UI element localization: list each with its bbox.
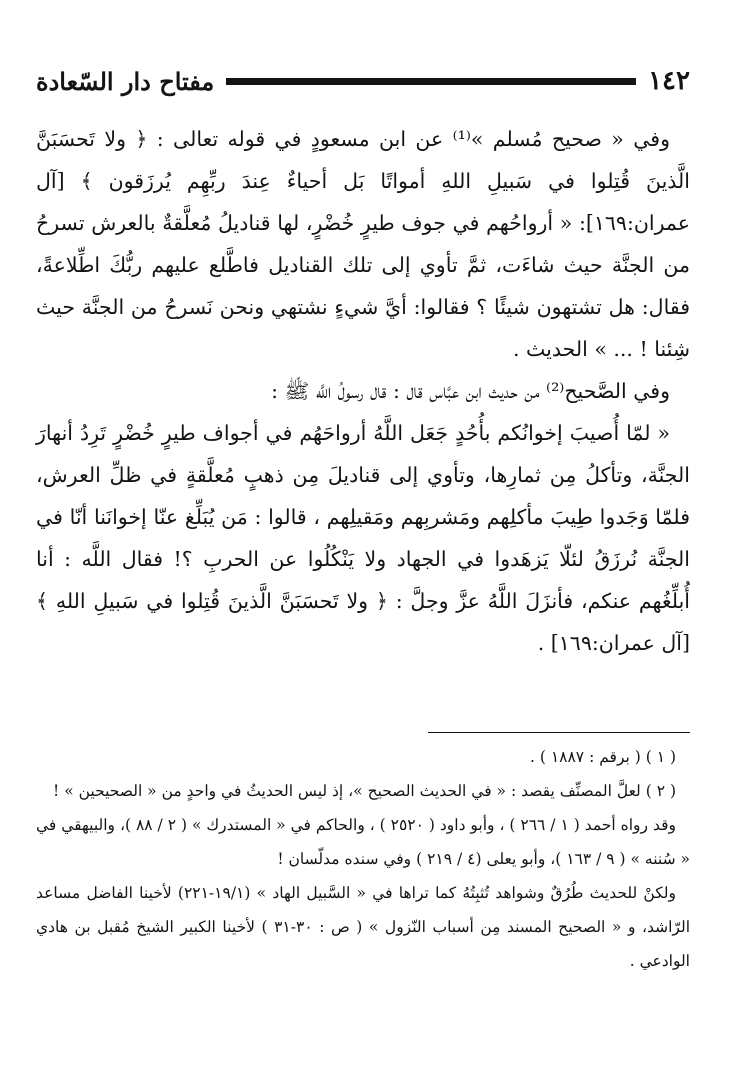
footnote-separator bbox=[428, 732, 690, 733]
main-text bbox=[36, 118, 690, 664]
running-title: مفتاح دار السّعادة bbox=[36, 67, 215, 96]
header-rule bbox=[226, 78, 636, 85]
paragraph-muslim-hadith: وفي « صحيح مُسلم »⁽¹⁾ عن ابن مسعودٍ في قوله تعالى : ﴿ ولا تَحسَبَنَّ الَّذينَ قُتِلوا في سَبيلِ اللهِ أمواتًا بَل أحياءٌ عِندَ ربِّهِم يُرزَقون ﴾ [آل عمران:١٦٩]: « أرواحُهم في جوف طيرٍ خُضْرٍ، لها قناديلُ مُعلَّقةٌ بالعرش تسرحُ من الجنَّة حيث شاءَت، ثمَّ تأوي إلى تلك القناديل فاطَّلع عليهم ربُّكَ اطِّلاعةً، فقال: هل تشتهون شيئًا ؟ فقالوا: أيَّ شيءٍ نشتهي ونحن نَسرحُ من الجنَّة حيث شِئنا ! ... » الحديث . bbox=[36, 127, 690, 361]
footnotes bbox=[36, 740, 690, 978]
paragraph-hadith-text: « لمّا أُصيبَ إخوانُكم بأُحُدٍ جَعَل اللَّهُ أرواحَهُم في أجواف طيرٍ خُضْرٍ تَرِدُ أنهارَ الجنَّة، وتأكلُ مِن ثمارِها، وتأوي إلى قناديلَ مِن ذهبٍ مُعلَّقةٍ في ظلِّ العرش، فلمّا وَجَدوا طِيبَ مأكلِهم ومَشربِهم ومَقيلِهم ، قالوا : مَن يُبَلِّغ عنّا إخوانَنا أنّا في الجنَّة نُرزَقُ لئلّا يَزهَدوا في الجهاد ولا يَنْكُلُوا عن الحربِ ؟! فقال اللَّه : أنا أُبلِّغُهم عنكم، فأنزَلَ اللَّهُ عزَّ وجلَّ : ﴿ ولا تَحسَبَنَّ الَّذينَ قُتِلوا في سَبيلِ اللهِ ﴾ [آل عمران:١٦٩] . bbox=[36, 421, 690, 655]
page-number: ١٤٢ bbox=[648, 66, 690, 96]
footnote-2-sources: ولكنْ للحديث طُرُقٌ وشواهد تُثبِتُهُ كما تراها في « السَّبيل الهاد » (١٩/١-٢٢١) لأخينا الفاضل مساعد الرّاشد، و « الصحيح المسند مِن أسباب النّزول » ( ص : ٣٠-٣١ ) لأخينا الكبير الشيخ مُقبل بن هادي الوادعي . bbox=[36, 884, 690, 970]
footnote-2: ( ٢ ) لعلَّ المصنِّف يقصد : « في الحديث الصحيح »، إذ ليس الحديثُ في واحدٍ من « الصحيحين » ! bbox=[53, 782, 676, 800]
footnote-1: ( ١ ) ( برقم : ١٨٨٧ ) . bbox=[530, 748, 676, 766]
footnote-2-continued: وقد رواه أحمد ( ١ / ٢٦٦ ) ، وأبو داود ( ٢٥٢٠ ) ، والحاكم في « المستدرك » ( ٢ / ٨٨ )، والبيهقي في « سُننه » ( ٩ / ١٦٣ )، وأبو يعلى (٤ / ٢١٩ ) وفي سنده مدلّسان ! bbox=[36, 816, 690, 868]
paragraph-ibn-abbas-intro: وفي الصَّحيح⁽²⁾ من حديث ابن عبَّاس قال : قال رسولُ اللَّه ﷺ : bbox=[271, 379, 670, 403]
page-header bbox=[36, 56, 690, 94]
